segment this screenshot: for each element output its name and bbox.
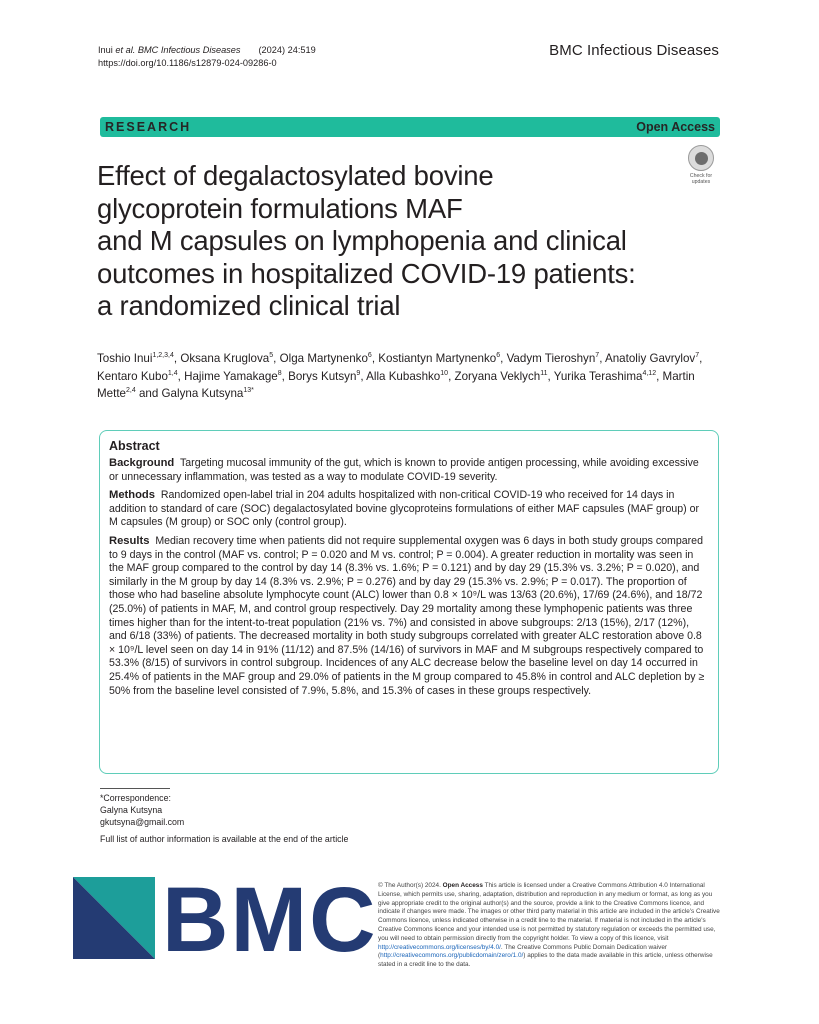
author-name[interactable]: Alla Kubashko (366, 369, 441, 383)
author-name[interactable]: Martin Mette (97, 369, 695, 400)
open-access-label: Open Access (636, 120, 715, 134)
abstract-heading: Abstract (109, 439, 160, 453)
article-title (97, 160, 677, 323)
author-name[interactable]: Yurika Terashima (553, 369, 643, 383)
correspondence-label: *Correspondence: (100, 793, 171, 803)
author-affiliation: 8 (277, 369, 282, 377)
license-body: This article is licensed under a Creative Commons Attribution 4.0 International License, which permits use, sharing, adaptation, distribution and reproduction in any medium or format, as long as you give appropriate credit to the original author(s) and the source, provide a link to the Creative Commons licence, and indicate if changes were made. The images or other third party material in this article are included in the article's Creative Commons licence, unless indicated otherwise in a credit line to the material. If material is not included in the article's Creative Commons licence and your intended use is not permitted by statutory regulation or exceeds the permitted use, you will need to obtain permission directly from the copyright holder. To view a copy of this licence, visit (378, 882, 720, 942)
author-name[interactable]: Borys Kutsyn (288, 369, 357, 383)
abstract-methods (109, 489, 709, 530)
bmc-logo-mark-icon (73, 877, 155, 959)
author-affiliation: 7 (695, 352, 700, 360)
citation-line (98, 44, 316, 57)
author-list: Toshio Inui$^{1,2,3,4}$, Oksana Kruglova$^5$, Olga Martynenko$^6$, Kostiantyn Martynenko$^6$, Vadym Tieroshyn$^7$, Anatoliy Gavrylov$^7$, Kentaro Kubo$^{1,4}$, Hajime Yamakage$^8$, Borys Kutsyn$^9$, Alla Kubashko$^{10}$, Zoryana Veklych$^{11}$, Yurika Terashima$^{4,12}$, Martin Mette$^{2,4}$ and Galyna Kutsyna$^{13*}$ (97, 352, 703, 400)
author-name[interactable]: Vadym Tieroshyn (506, 352, 596, 365)
background-text: Targeting mucosal immunity of the gut, which is known to provide antigen processing, while avoiding excessive or unnecessary inflammation, was tested as a way to modulate COVID-19 severity. (109, 457, 699, 483)
author-name[interactable]: Kostiantyn Martynenko (378, 352, 497, 365)
author-affiliation: 1,4 (167, 369, 178, 377)
author-name[interactable]: Hajime Yamakage (184, 369, 278, 383)
author-affiliation: 6 (496, 352, 501, 360)
title-line: Effect of degalactosylated bovine (97, 160, 494, 191)
author-and: and (135, 387, 162, 400)
correspondence-email[interactable]: gkutsyna@gmail.com (100, 817, 185, 827)
author-affiliation: 9 (356, 369, 361, 377)
citation-block (98, 44, 316, 70)
article-type-banner (100, 117, 720, 137)
author-affiliation: 2,4 (126, 387, 136, 395)
journal-name: BMC Infectious Diseases (549, 42, 719, 59)
author-affiliation: 4,12 (642, 369, 657, 377)
license-body-3: ) applies to the data made available in this article, unless otherwise stated in a credit line to the data. (378, 952, 713, 969)
title-line: a randomized clinical trial (97, 290, 401, 321)
citation-year-volume: (2024) 24:519 (258, 45, 316, 55)
section-label: RESEARCH (105, 120, 192, 134)
title-line: and M capsules on lymphopenia and clinical (97, 225, 627, 256)
author-affiliation: 10 (440, 369, 449, 377)
license-text (378, 882, 720, 970)
title-line: outcomes in hospitalized COVID-19 patients: (97, 257, 636, 289)
author-affiliation: 6 (367, 352, 372, 360)
author-name[interactable]: Oksana Kruglova (180, 352, 270, 365)
bmc-logo-text: BMC (162, 869, 378, 971)
correspondence-block (100, 792, 184, 828)
abstract-results (109, 535, 709, 698)
doi-link[interactable]: https://doi.org/10.1186/s12879-024-09286-0 (98, 58, 277, 68)
author-affiliation: 1,2,3,4 (152, 352, 174, 360)
citation-journal: et al. BMC Infectious Diseases (115, 45, 241, 55)
author-name[interactable]: Zoryana Veklych (454, 369, 541, 383)
author-name[interactable]: Galyna Kutsyna (161, 387, 244, 400)
check-for-updates-button[interactable] (682, 145, 720, 185)
citation-authors: Inui (98, 45, 116, 55)
check-for-updates-icon (688, 145, 714, 171)
author-info-note: Full list of author information is available at the end of the article (100, 834, 349, 844)
correspondence-name: Galyna Kutsyna (100, 805, 163, 815)
methods-text: Randomized open-label trial in 204 adults hospitalized with non-critical COVID-19 who received for 14 days in addition to standard of care (SOC) degalactosylated bovine glycoproteins formulations of either MAF capsules (MAF group) or M capsules (M group) or SOC only (control group). (109, 489, 700, 529)
author-name[interactable]: Olga Martynenko (279, 352, 368, 365)
author-name[interactable]: Kentaro Kubo (97, 369, 168, 383)
background-heading: Background (109, 457, 175, 469)
methods-heading: Methods (109, 489, 155, 502)
author-name[interactable]: Toshio Inui (97, 352, 153, 365)
copyright: © The Author(s) 2024. (378, 882, 441, 889)
abstract-background (109, 457, 709, 484)
license-link[interactable]: http://creativecommons.org/licenses/by/4.0/ (378, 943, 501, 951)
author-name[interactable]: Anatoliy Gavrylov (605, 352, 696, 365)
public-domain-link[interactable]: http://creativecommons.org/publicdomain/zero/1.0/ (380, 952, 524, 960)
results-text: Median recovery time when patients did not require supplemental oxygen was 6 days in both study groups compared to 9 days in the control (MAF vs. control; P = 0.020 and M vs. control; P = 0.004). A greater reduction in mortality was seen in the MAF group compared to the control by day 14 (8.3% vs. 1.6%; P = 0.121) and by day 29 (15.3% vs. 3.2%; P = 0.020), and similarly in the M group by day 14 (8.3% vs. 2.9%; P = 0.276) and by day 29 (15.3% vs. 2.9%; P = 0.017). The proportion of those who had baseline absolute lymphocyte count (ALC) lower than 0.8 × 10⁹/L was 13/63 (20.6%), 17/69 (24.6%), and 18/72 (25.0%) of patients in MAF, M, and control group respectively. Day 29 mortality among these lymphopenic patients was three times higher than for the intent-to-treat population (21% vs. 7%) and consisted in above subgroups: 2/13 (15%), 2/17 (12%), and 6/18 (33%) of patients. The decreased mortality in both study subgroups correlated with greater ALC restoration above 0.8 × 10⁹/L level seen on day 14 in 91% (11/12) and 87.5% (14/16) of survivors in MAF and M subgroups respectively compared to 53.3% (8/15) of survivors in control subgroup. Incidences of any ALC decrease below the baseline level on day 14 occurred in 25.4% of patients in the MAF group and 29.0% of patients in the M group compared to 45.8% in control and ALC depletion by ≥ 50% from the baseline level consisted of 7.9%, 5.8%, and 15.3% of cases in these groups respectively. (109, 534, 705, 697)
results-heading: Results (109, 534, 150, 547)
title-line: glycoprotein formulations MAF (97, 192, 463, 224)
license-body-2: . The Creative Commons Public Domain Dedication waiver ( (378, 943, 668, 960)
footnote-rule (100, 788, 170, 789)
license-open-access: Open Access (442, 882, 483, 889)
check-for-updates-label: Check for updates (689, 173, 713, 185)
abstract-box (99, 430, 719, 774)
author-affiliation: 11 (540, 369, 548, 377)
author-affiliation: 5 (269, 352, 274, 360)
author-affiliation: 7 (595, 352, 600, 360)
author-affiliation: 13* (243, 387, 254, 395)
